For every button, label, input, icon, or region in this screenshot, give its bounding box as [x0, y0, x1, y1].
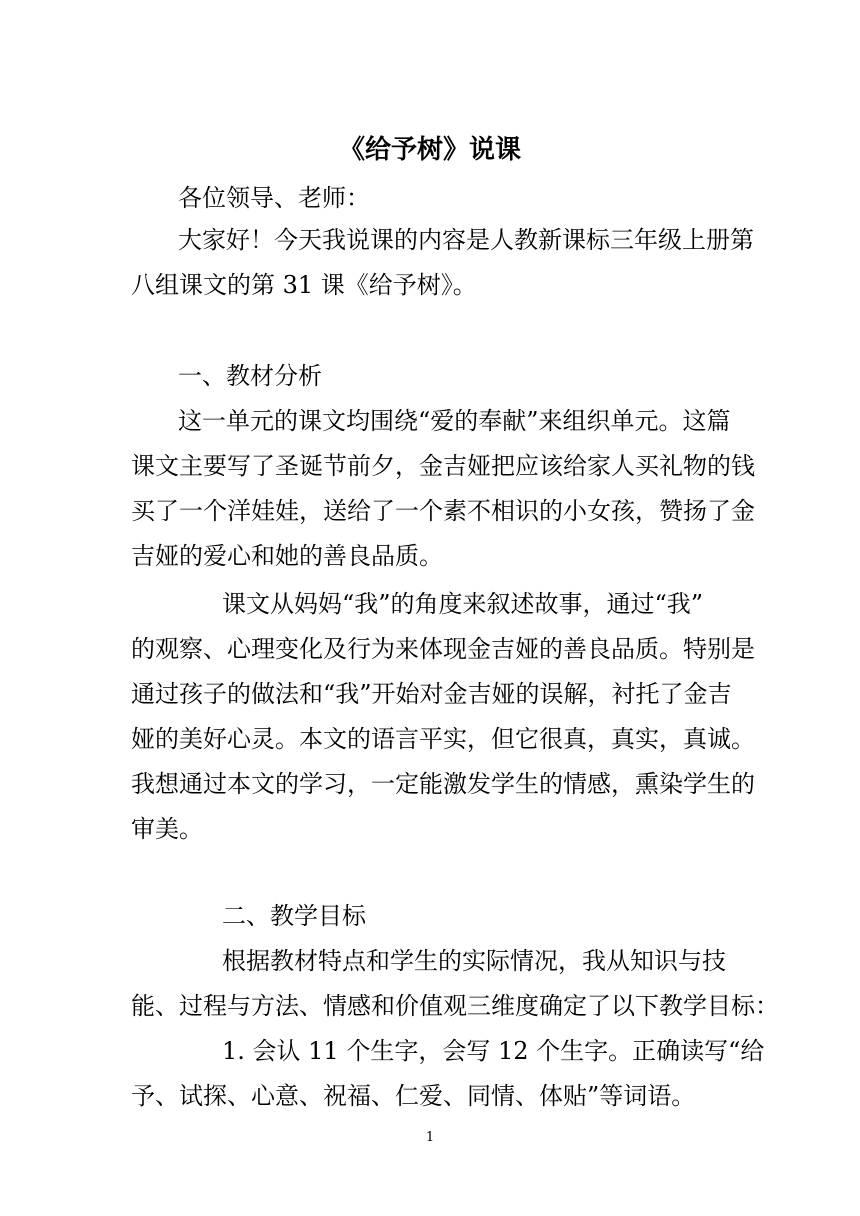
- paragraph-line: 审美。: [131, 815, 203, 843]
- intro-line-2: 八组课文的第 31 课《给予树》。: [131, 271, 477, 299]
- salutation-line: 各位领导、老师：: [178, 184, 370, 212]
- paragraph-line: 根据教材特点和学生的实际情况，我从知识与技: [222, 947, 726, 975]
- paragraph-line: 能、过程与方法、情感和价值观三维度确定了以下教学目标：: [131, 992, 779, 1020]
- paragraph-line: 的观察、心理变化及行为来体现金吉娅的善良品质。特别是: [131, 635, 755, 663]
- paragraph-line: 买了一个洋娃娃，送给了一个素不相识的小女孩，赞扬了金: [131, 497, 755, 525]
- paragraph-line: 吉娅的爱心和她的善良品质。: [131, 542, 443, 570]
- paragraph-line: 通过孩子的做法和“我”开始对金吉娅的误解，衬托了金吉: [131, 680, 732, 708]
- paragraph-line: 课文主要写了圣诞节前夕，金吉娅把应该给家人买礼物的钱: [131, 452, 755, 480]
- paragraph-line: 我想通过本文的学习，一定能激发学生的情感，熏染学生的: [131, 770, 755, 798]
- page-number: 1: [425, 1130, 435, 1145]
- list-item-line: 1. 会认 11 个生字，会写 12 个生字。正确读写“给: [222, 1037, 765, 1065]
- section-heading-2: 二、教学目标: [222, 902, 366, 930]
- list-item-line: 予、试探、心意、祝福、仁爱、同情、体贴”等词语。: [131, 1082, 696, 1110]
- paragraph-line: 娅的美好心灵。本文的语言平实，但它很真，真实，真诚。: [131, 725, 755, 753]
- document-title: 《给予树》说课: [338, 135, 521, 165]
- section-heading-1: 一、教材分析: [178, 362, 322, 390]
- paragraph-line: 这一单元的课文均围绕“爱的奉献”来组织单元。这篇: [178, 407, 731, 435]
- paragraph-line: 课文从妈妈“我”的角度来叙述故事，通过“我”: [222, 590, 704, 618]
- intro-line-1: 大家好！今天我说课的内容是人教新课标三年级上册第: [178, 226, 754, 254]
